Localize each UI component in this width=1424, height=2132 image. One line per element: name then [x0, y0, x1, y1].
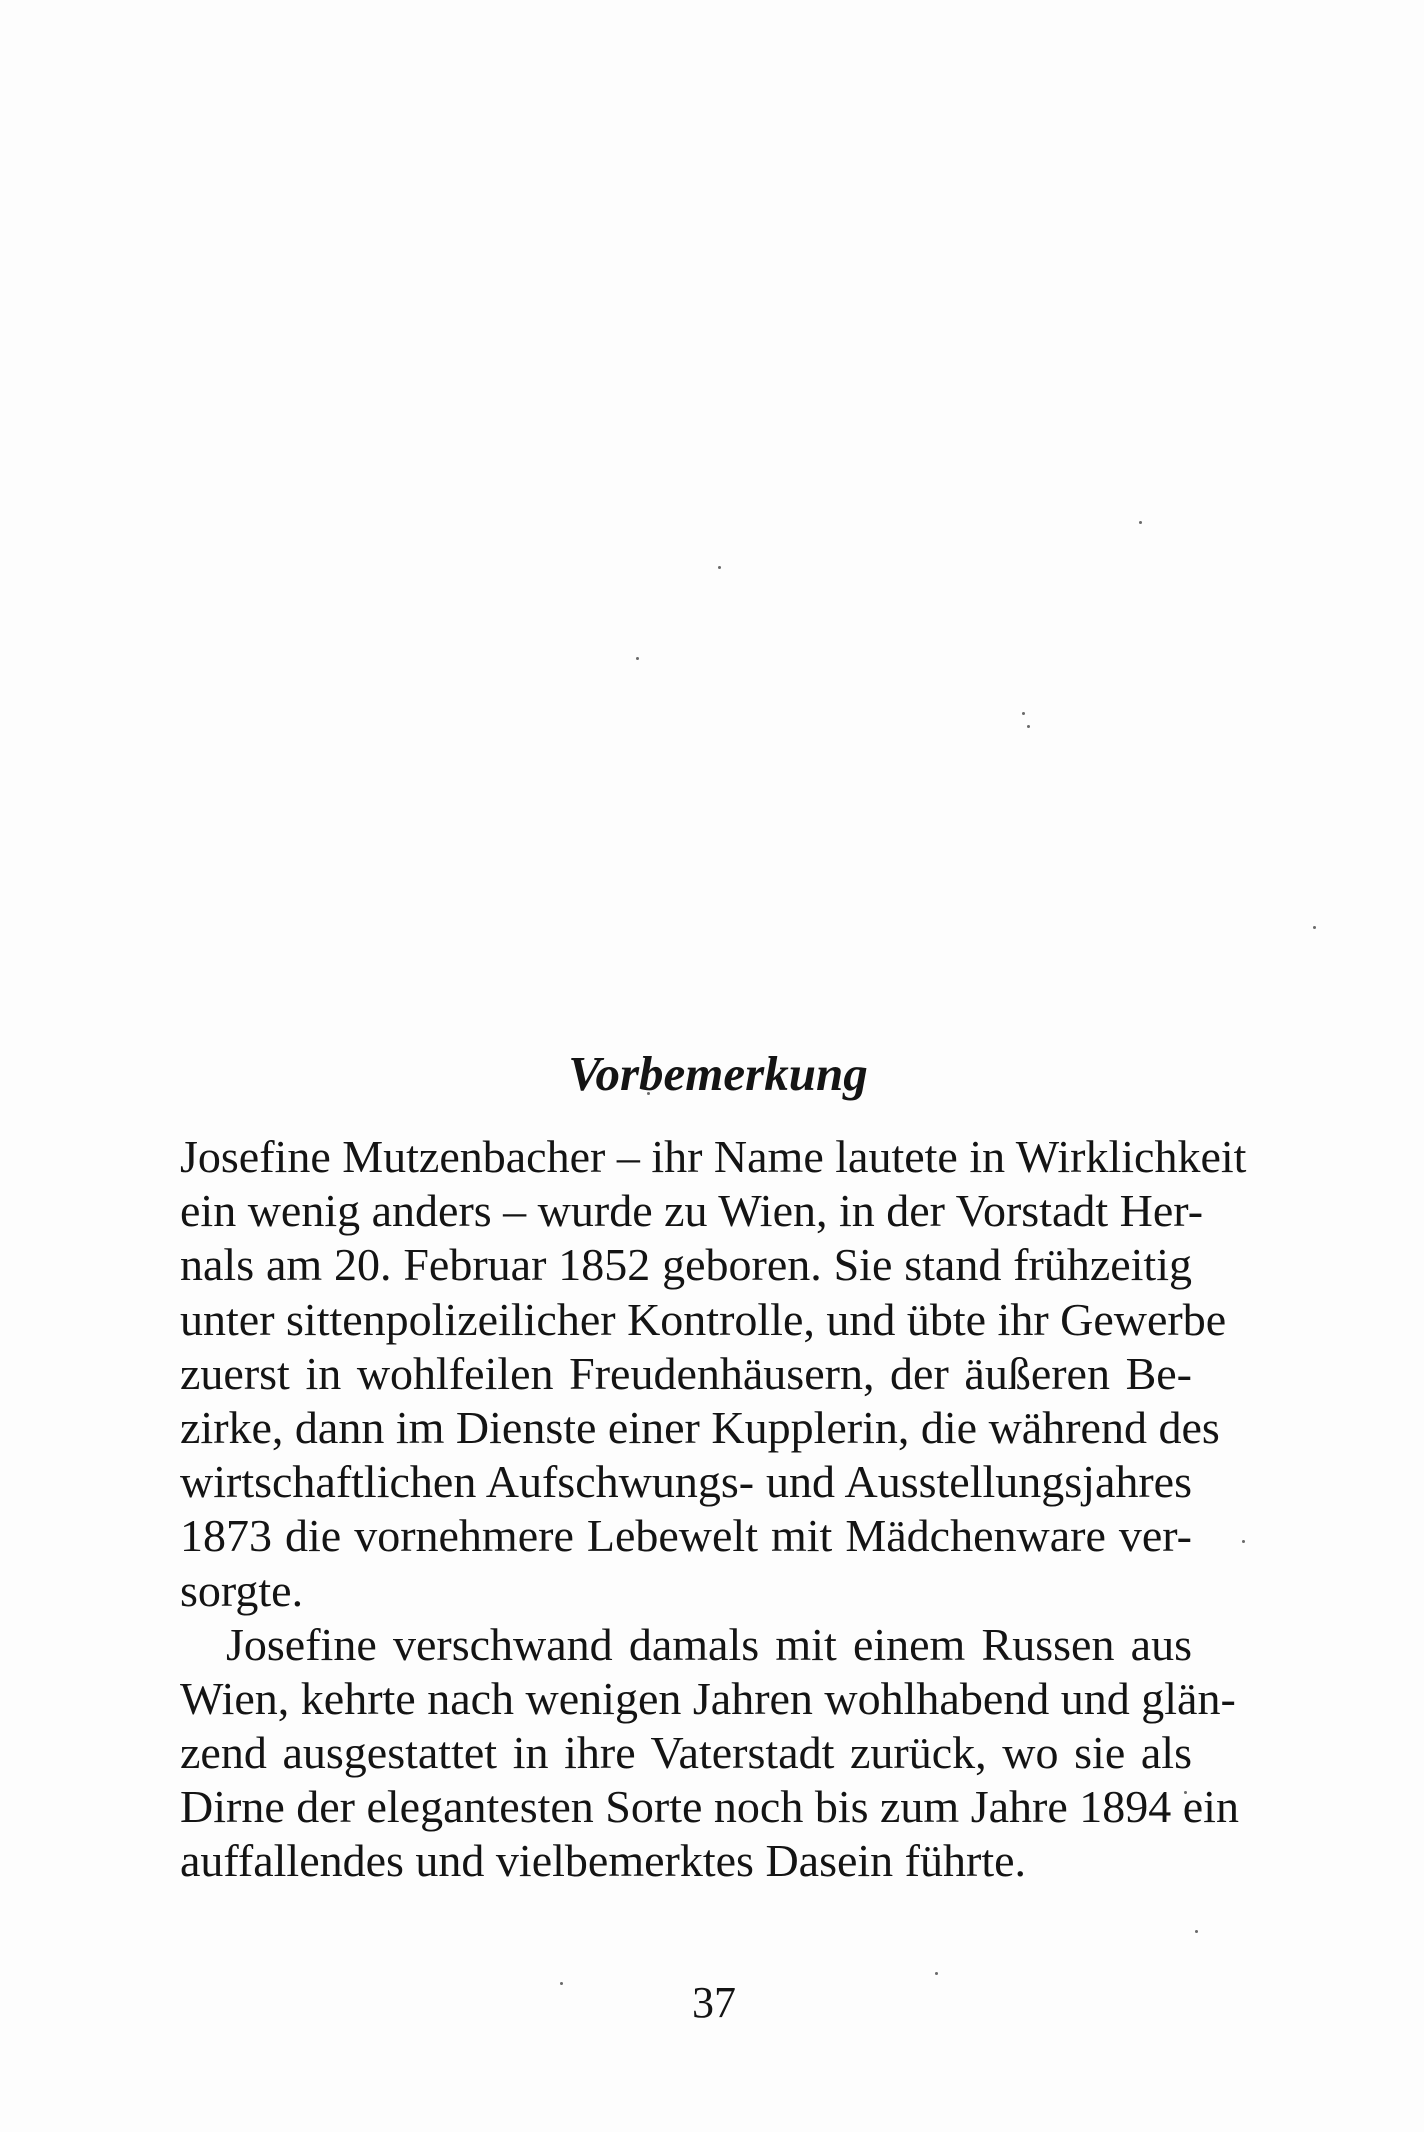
- scan-speck: [1195, 1930, 1198, 1933]
- text-line: auffallendes und vielbemerktes Dasein führte.: [180, 1835, 1027, 1887]
- scan-speck: [1022, 712, 1025, 715]
- text-line: Josefine verschwand damals mit einem Russen aus: [226, 1618, 1192, 1670]
- text-line: zirke, dann im Dienste einer Kupplerin, die während des: [180, 1401, 1220, 1453]
- scan-speck: [935, 1972, 938, 1975]
- text-line: zuerst in wohlfeilen Freudenhäusern, der äußeren Be-: [180, 1347, 1192, 1399]
- text-line: Dirne der elegantesten Sorte noch bis zum Jahre 1894 ein: [180, 1781, 1239, 1833]
- scan-speck: [1242, 1540, 1245, 1543]
- text-line: sorgte.: [180, 1564, 304, 1616]
- scan-speck: [718, 566, 721, 569]
- paragraph-2: [180, 1618, 1239, 1889]
- scan-speck: [636, 657, 639, 660]
- scan-speck: [1313, 926, 1316, 929]
- text-line: nals am 20. Februar 1852 geboren. Sie stand frühzeitig: [180, 1239, 1192, 1291]
- scan-speck: [1027, 725, 1030, 728]
- text-line: Josefine Mutzenbacher – ihr Name lautete in Wirklichkeit: [180, 1131, 1247, 1182]
- text-line: 1873 die vornehmere Lebewelt mit Mädchenware ver-: [180, 1510, 1192, 1562]
- text-line: wirtschaftlichen Aufschwungs- und Ausstellungsjahres: [180, 1456, 1192, 1508]
- text-line: zend ausgestattet in ihre Vaterstadt zurück, wo sie als: [180, 1727, 1192, 1779]
- section-heading: Vorbemerkung: [568, 1045, 868, 1101]
- text-line: ein wenig anders – wurde zu Wien, in der Vorstadt Her-: [180, 1185, 1204, 1237]
- body-text: [180, 1130, 1247, 1889]
- paragraph-1: [180, 1130, 1247, 1618]
- page-number: 37: [692, 1978, 736, 2027]
- text-line: Wien, kehrte nach wenigen Jahren wohlhabend und glän-: [180, 1672, 1236, 1724]
- text-line: unter sittenpolizeilicher Kontrolle, und übte ihr Gewerbe: [180, 1293, 1227, 1345]
- scan-speck: [1139, 521, 1142, 524]
